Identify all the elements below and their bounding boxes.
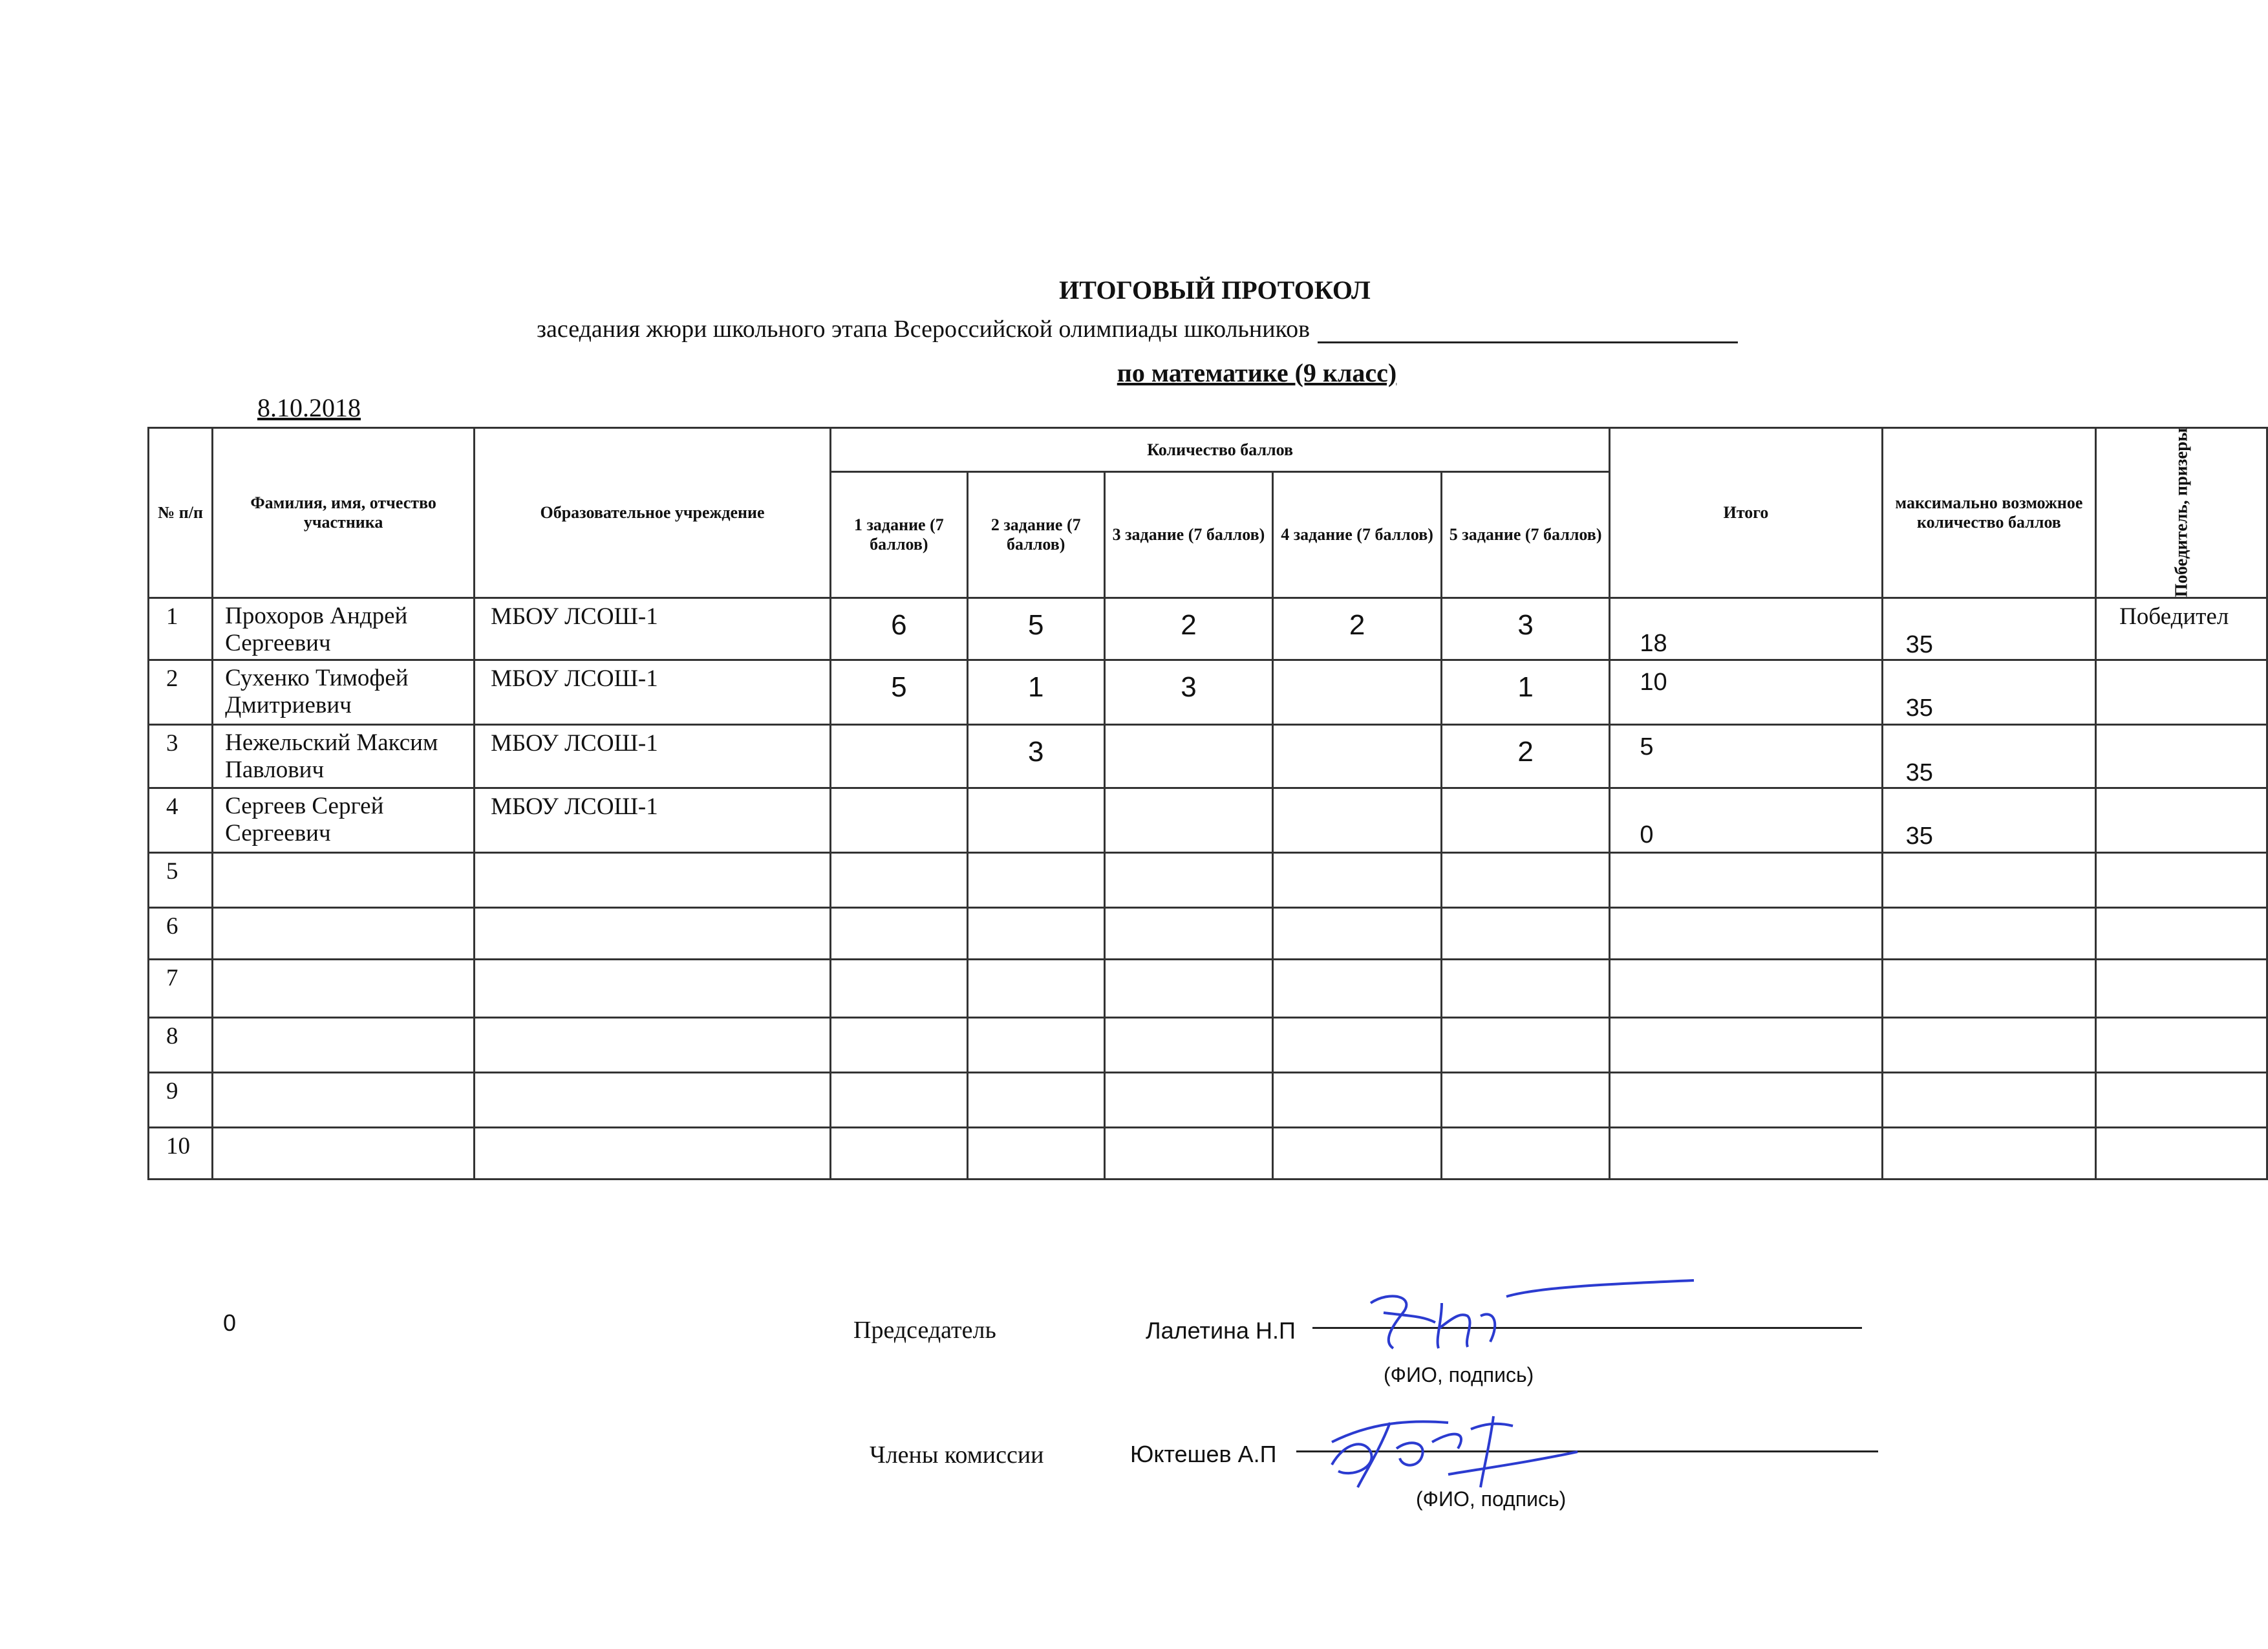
max-score	[1882, 1018, 2096, 1073]
school-name	[475, 1018, 831, 1073]
task1-score: 6	[830, 598, 967, 660]
task4-score	[1273, 1018, 1442, 1073]
table-row	[149, 1073, 2267, 1128]
header-max: максимально возможное количество баллов	[1882, 428, 2096, 598]
chair-name: Лалетина Н.П	[1146, 1317, 1296, 1344]
total-score	[1610, 908, 1882, 960]
max-score: 35	[1882, 598, 2096, 660]
task5-score	[1441, 788, 1610, 853]
school-name	[475, 853, 831, 908]
header-task5: 5 задание (7 баллов)	[1441, 472, 1610, 598]
participant-name	[213, 908, 475, 960]
task3-score	[1104, 1128, 1273, 1180]
task1-score: 5	[830, 660, 967, 725]
max-score	[1882, 1073, 2096, 1128]
task3-score	[1104, 908, 1273, 960]
school-name: МБОУ ЛСОШ-1	[475, 725, 831, 788]
subject-line: по математике (9 класс)	[1117, 358, 1397, 387]
participant-name	[213, 1018, 475, 1073]
max-score	[1882, 1128, 2096, 1180]
row-number: 3	[149, 725, 213, 788]
document-title: ИТОГОВЫЙ ПРОТОКОЛ	[1059, 275, 1371, 305]
max-score	[1882, 908, 2096, 960]
winner-status	[2096, 1073, 2267, 1128]
header-task4: 4 задание (7 баллов)	[1273, 472, 1442, 598]
school-name: МБОУ ЛСОШ-1	[475, 788, 831, 853]
member-caption: (ФИО, подпись)	[1416, 1487, 1567, 1511]
row-number: 10	[149, 1128, 213, 1180]
task3-score	[1104, 725, 1273, 788]
document-subtitle	[537, 315, 1738, 343]
max-score	[1882, 853, 2096, 908]
task3-score: 2	[1104, 598, 1273, 660]
winner-status	[2096, 660, 2267, 725]
row-number: 4	[149, 788, 213, 853]
school-name: МБОУ ЛСОШ-1	[475, 598, 831, 660]
task3-score: 3	[1104, 660, 1273, 725]
subtitle-text: заседания жюри школьного этапа Всероссийской олимпиады школьников	[537, 316, 1311, 343]
task5-score	[1441, 1128, 1610, 1180]
task3-score	[1104, 1073, 1273, 1128]
header-total: Итого	[1610, 428, 1882, 598]
table-row	[149, 960, 2267, 1018]
task2-score	[967, 1128, 1104, 1180]
task5-score: 3	[1441, 598, 1610, 660]
task2-score	[967, 853, 1104, 908]
task1-score	[830, 1018, 967, 1073]
row-number: 6	[149, 908, 213, 960]
task5-score: 2	[1441, 725, 1610, 788]
participant-name: Прохоров Андрей Сергеевич	[213, 598, 475, 660]
table-row	[149, 788, 2267, 853]
protocol-date: 8.10.2018	[257, 393, 361, 422]
task1-score	[830, 1128, 967, 1180]
winner-status	[2096, 960, 2267, 1018]
total-score	[1610, 1018, 1882, 1073]
task5-score	[1441, 960, 1610, 1018]
task4-score: 2	[1273, 598, 1442, 660]
header-task3: 3 задание (7 баллов)	[1104, 472, 1273, 598]
header-winner	[2096, 428, 2267, 598]
participant-name: Сухенко Тимофей Дмитриевич	[213, 660, 475, 725]
task4-score	[1273, 1073, 1442, 1128]
task2-score	[967, 788, 1104, 853]
school-name	[475, 1128, 831, 1180]
winner-status	[2096, 788, 2267, 853]
table-row	[149, 598, 2267, 660]
participant-name	[213, 960, 475, 1018]
header-name: Фамилия, имя, отчество участника	[213, 428, 475, 598]
winner-status: Победител	[2096, 598, 2267, 660]
winner-status	[2096, 725, 2267, 788]
total-score	[1610, 960, 1882, 1018]
max-score: 35	[1882, 788, 2096, 853]
subtitle-blank-line	[1318, 319, 1738, 343]
task3-score	[1104, 1018, 1273, 1073]
school-name	[475, 1073, 831, 1128]
task5-score	[1441, 908, 1610, 960]
total-score	[1610, 1128, 1882, 1180]
task5-score	[1441, 1073, 1610, 1128]
chair-label: Председатель	[853, 1317, 996, 1344]
task2-score: 1	[967, 660, 1104, 725]
member-signature	[1319, 1403, 1590, 1507]
results-table	[147, 427, 2268, 1180]
row-number: 5	[149, 853, 213, 908]
header-num: № п/п	[149, 428, 213, 598]
task2-score	[967, 960, 1104, 1018]
max-score: 35	[1882, 725, 2096, 788]
task1-score	[830, 908, 967, 960]
max-score	[1882, 960, 2096, 1018]
task2-score	[967, 1018, 1104, 1073]
row-number: 2	[149, 660, 213, 725]
task1-score	[830, 725, 967, 788]
task1-score	[830, 788, 967, 853]
total-score: 0	[1610, 788, 1882, 853]
task5-score	[1441, 1018, 1610, 1073]
school-name	[475, 960, 831, 1018]
row-number: 7	[149, 960, 213, 1018]
winner-status	[2096, 1128, 2267, 1180]
participant-name	[213, 1128, 475, 1180]
task1-score	[830, 1073, 967, 1128]
winner-status	[2096, 1018, 2267, 1073]
table-row	[149, 908, 2267, 960]
results-body	[149, 598, 2267, 1180]
winner-status	[2096, 908, 2267, 960]
member-name: Юктешев А.П	[1130, 1441, 1277, 1467]
participant-name	[213, 1073, 475, 1128]
participant-name: Нежельский Максим Павлович	[213, 725, 475, 788]
row-number: 8	[149, 1018, 213, 1073]
max-score: 35	[1882, 660, 2096, 725]
participant-name: Сергеев Сергей Сергеевич	[213, 788, 475, 853]
row-number: 9	[149, 1073, 213, 1128]
header-task2: 2 задание (7 баллов)	[967, 472, 1104, 598]
task3-score	[1104, 960, 1273, 1018]
chair-caption: (ФИО, подпись)	[1384, 1363, 1534, 1386]
task4-score	[1273, 660, 1442, 725]
task4-score	[1273, 908, 1442, 960]
table-row	[149, 1018, 2267, 1073]
header-scores-group: Количество баллов	[830, 428, 1609, 472]
task2-score: 5	[967, 598, 1104, 660]
footer-zero: 0	[223, 1310, 237, 1336]
members-label: Члены комиссии	[870, 1441, 1044, 1469]
row-number: 1	[149, 598, 213, 660]
school-name	[475, 908, 831, 960]
table-row	[149, 853, 2267, 908]
task4-score	[1273, 1128, 1442, 1180]
total-score	[1610, 1073, 1882, 1128]
total-score: 5	[1610, 725, 1882, 788]
participant-name	[213, 853, 475, 908]
task3-score	[1104, 853, 1273, 908]
task2-score	[967, 1073, 1104, 1128]
task1-score	[830, 960, 967, 1018]
chair-signature	[1345, 1277, 1707, 1368]
total-score	[1610, 853, 1882, 908]
task4-score	[1273, 725, 1442, 788]
task4-score	[1273, 788, 1442, 853]
table-row	[149, 660, 2267, 725]
task4-score	[1273, 853, 1442, 908]
task2-score: 3	[967, 725, 1104, 788]
task5-score: 1	[1441, 660, 1610, 725]
task2-score	[967, 908, 1104, 960]
task3-score	[1104, 788, 1273, 853]
header-school: Образовательное учреждение	[475, 428, 831, 598]
total-score: 18	[1610, 598, 1882, 660]
school-name: МБОУ ЛСОШ-1	[475, 660, 831, 725]
total-score: 10	[1610, 660, 1882, 725]
winner-status	[2096, 853, 2267, 908]
header-task1: 1 задание (7 баллов)	[830, 472, 967, 598]
task1-score	[830, 853, 967, 908]
header-winner-text: Победитель, призеры	[2171, 428, 2191, 598]
task4-score	[1273, 960, 1442, 1018]
task5-score	[1441, 853, 1610, 908]
table-row	[149, 725, 2267, 788]
table-row	[149, 1128, 2267, 1180]
